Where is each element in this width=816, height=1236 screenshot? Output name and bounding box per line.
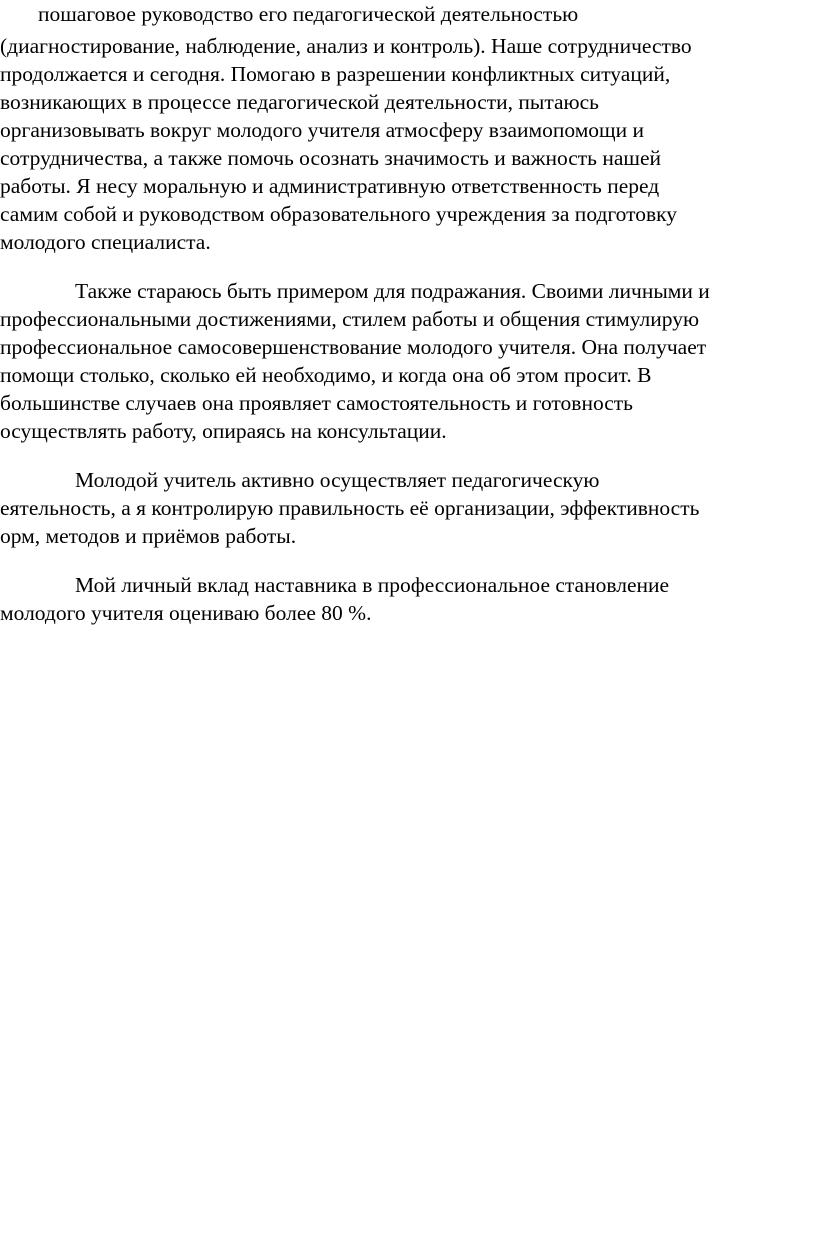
paragraph-1-line-8: самим собой и руководством образовательного учреждения за подготовку: [0, 202, 678, 226]
paragraph-1-line-4: возникающих в процессе педагогической деятельности, пытаюсь: [0, 90, 599, 114]
paragraph-2-line-5: большинстве случаев она проявляет самостоятельность и готовность: [0, 391, 633, 415]
paragraph-3-line-2: еятельность, а я контролирую правильность её организации, эффективность: [0, 496, 700, 520]
paragraph-2-line-1: Также стараюсь быть примером для подражания. Своими личными и: [75, 279, 710, 303]
paragraph-2-line-4: помощи столько, сколько ей необходимо, и когда она об этом просит. В: [0, 363, 652, 387]
paragraph-4-line-1: Мой личный вклад наставника в профессиональное становление: [75, 573, 670, 597]
paragraph-1-line-7: работы. Я несу моральную и административную ответственность перед: [0, 174, 660, 198]
paragraph-3-line-3: орм, методов и приёмов работы.: [0, 524, 297, 548]
paragraph-2-line-2: профессиональными достижениями, стилем работы и общения стимулирую: [0, 307, 700, 331]
paragraph-1-line-6: сотрудничества, а также помочь осознать значимость и важность нашей: [0, 146, 662, 170]
paragraph-4-line-2: молодого учителя оцениваю более 80 %.: [0, 601, 372, 625]
paragraph-2-line-3: профессиональное самосовершенствование молодого учителя. Она получает: [0, 335, 707, 359]
paragraph-1-line-3: продолжается и сегодня. Помогаю в разрешении конфликтных ситуаций,: [0, 62, 671, 86]
paragraph-1-line-5: организовывать вокруг молодого учителя атмосферу взаимопомощи и: [0, 118, 644, 142]
paragraph-3-line-1: Молодой учитель активно осуществляет педагогическую: [75, 468, 600, 492]
paragraph-2-line-6: осуществлять работу, опираясь на консультации.: [0, 419, 447, 443]
paragraph-1-line-9: молодого специалиста.: [0, 230, 211, 254]
paragraph-1-line-1: пошаговое руководство его педагогической деятельностью: [38, 2, 579, 26]
paragraph-1-line-2: (диагностирование, наблюдение, анализ и контроль). Наше сотрудничество: [0, 34, 692, 58]
